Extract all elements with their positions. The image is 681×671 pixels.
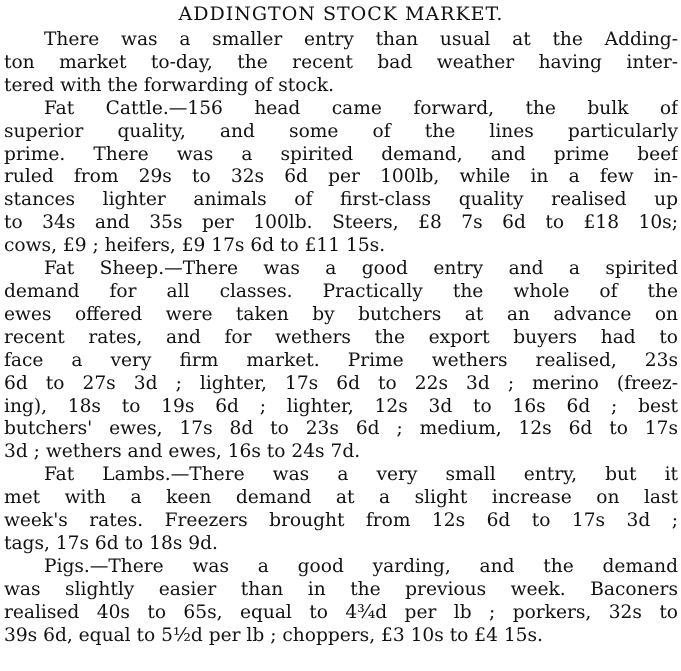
- text-line: butchers' ewes, 17s 8d to 23s 6d ; medium, 12s 6d to 17s: [4, 418, 678, 440]
- text-line: Pigs.—There was a good yarding, and the demand: [44, 555, 678, 577]
- text-line: stances lighter animals of first-class quality realised up: [4, 189, 678, 211]
- article-paragraph: [4, 556, 678, 648]
- text-line: Fat Cattle.—156 head came forward, the bulk of: [44, 97, 678, 119]
- text-line: ruled from 29s to 32s 6d per 100lb, while in a few in-: [4, 166, 678, 188]
- text-line: met with a keen demand at a slight increase on last: [4, 487, 678, 509]
- text-line: tags, 17s 6d to 18s 9d.: [4, 532, 218, 554]
- article-title: ADDINGTON STOCK MARKET.: [178, 3, 504, 25]
- text-line: ton market to-day, the recent bad weather having inter-: [4, 51, 678, 73]
- article-paragraph: [4, 29, 678, 98]
- article-paragraph: [4, 98, 678, 258]
- text-line: ing), 18s to 19s 6d ; lighter, 12s 3d to 16s 6d ; best: [4, 395, 678, 417]
- text-line: 6d to 27s 3d ; lighter, 17s 6d to 22s 3d ; merino (freez-: [4, 372, 678, 394]
- text-line: week's rates. Freezers brought from 12s 6d to 17s 3d ;: [4, 510, 678, 532]
- text-line: Fat Sheep.—There was a good entry and a spirited: [44, 258, 678, 280]
- text-line: demand for all classes. Practically the whole of the: [4, 280, 678, 302]
- text-line: face a very firm market. Prime wethers realised, 23s: [4, 349, 678, 371]
- article-paragraph: [4, 464, 678, 556]
- text-line: 3d ; wethers and ewes, 16s to 24s 7d.: [4, 441, 361, 463]
- text-line: was slightly easier than in the previous week. Baconers: [4, 578, 678, 600]
- text-line: recent rates, and for wethers the export buyers had to: [4, 326, 678, 348]
- text-line: to 34s and 35s per 100lb. Steers, £8 7s 6d to £18 10s;: [4, 212, 678, 234]
- text-line: realised 40s to 65s, equal to 4¾d per lb ; porkers, 32s to: [4, 601, 678, 623]
- text-line: superior quality, and some of the lines particularly: [4, 120, 678, 142]
- text-line: There was a smaller entry than usual at the Adding-: [44, 29, 678, 50]
- article-paragraph: [4, 258, 678, 464]
- text-line: cows, £9 ; heifers, £9 17s 6d to £11 15s.: [4, 235, 386, 257]
- text-line: ewes offered were taken by butchers at an advance on: [4, 303, 678, 325]
- text-line: prime. There was a spirited demand, and prime beef: [4, 143, 678, 165]
- text-line: Fat Lambs.—There was a very small entry, but it: [44, 464, 678, 486]
- newspaper-clipping: [0, 1, 681, 671]
- article-body: [4, 29, 678, 647]
- text-line: tered with the forwarding of stock.: [4, 74, 335, 96]
- text-line: 39s 6d, equal to 5½d per lb ; choppers, £3 10s to £4 15s.: [4, 624, 543, 646]
